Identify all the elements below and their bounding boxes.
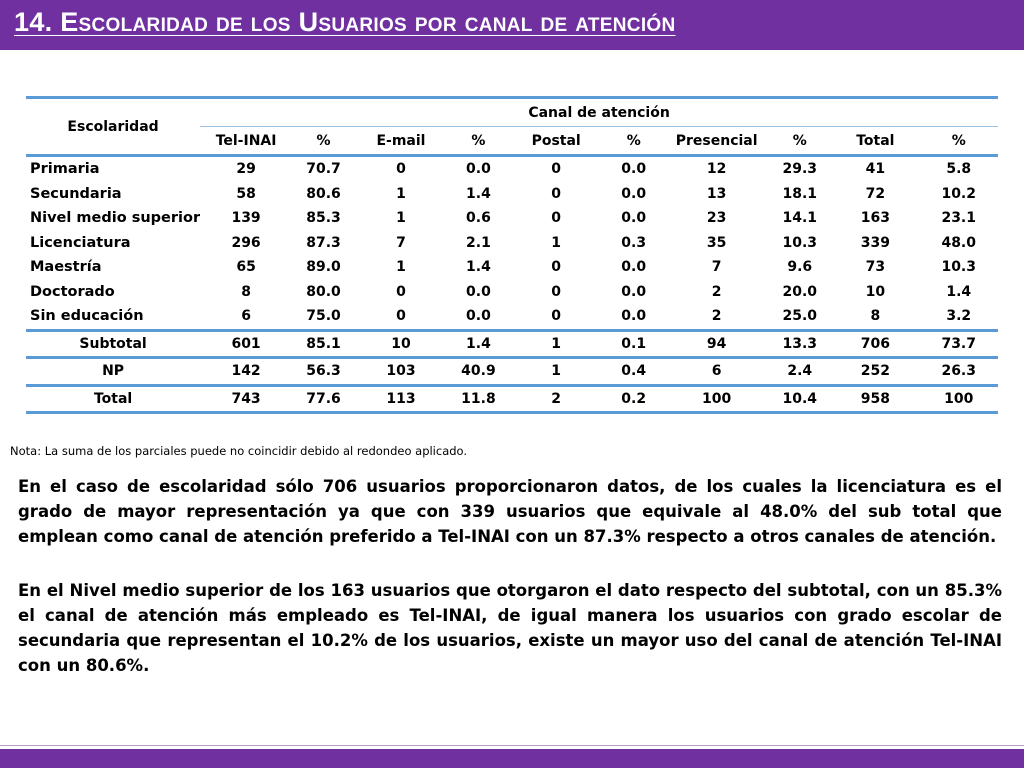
- row-label: Sin educación: [30, 308, 144, 325]
- table-cell: 2: [551, 390, 562, 407]
- table-cell: 0: [551, 161, 562, 178]
- table-cell: 0.6: [466, 210, 491, 227]
- table-cell: 0.0: [621, 259, 647, 276]
- table-cell: 20.0: [782, 283, 818, 300]
- column-header: %: [792, 132, 807, 149]
- table-cell: 48.0: [941, 234, 976, 251]
- table-cell: 1.4: [466, 335, 491, 352]
- table-cell: 29: [236, 161, 256, 178]
- column-header: Postal: [531, 132, 581, 149]
- column-header: %: [316, 132, 331, 149]
- row-header: Escolaridad: [67, 118, 159, 135]
- table-row: [26, 156, 998, 182]
- column-header: %: [471, 132, 486, 149]
- table-cell: 89.0: [306, 259, 341, 276]
- table-cell: 8: [870, 308, 881, 325]
- table-cell: 23.1: [941, 210, 976, 227]
- table-cell: 1: [551, 234, 562, 251]
- table-cell: 3.2: [946, 308, 972, 325]
- table-cell: 0.0: [621, 185, 647, 202]
- table-cell: 0.0: [621, 308, 647, 325]
- table-cell: 0.0: [466, 161, 491, 178]
- table-cell: 252: [860, 363, 890, 380]
- table-cell: 10.3: [941, 259, 976, 276]
- table-cell: 73.7: [941, 335, 976, 352]
- table-cell: 0.1: [621, 335, 647, 352]
- row-label: NP: [102, 363, 125, 380]
- table-row: [26, 182, 998, 207]
- table-cell: 2: [711, 283, 722, 300]
- table-cell: 0.0: [466, 308, 491, 325]
- table-cell: 85.1: [306, 335, 341, 352]
- table-cell: 70.7: [306, 161, 341, 178]
- column-header: E-mail: [376, 132, 426, 149]
- column-header: %: [951, 132, 966, 149]
- table-row: [26, 280, 998, 305]
- table-cell: 113: [386, 390, 416, 407]
- table-cell: 26.3: [941, 363, 976, 380]
- table-cell: 0.2: [621, 390, 647, 407]
- row-label: Total: [93, 390, 133, 407]
- footnote: Nota: La suma de los parciales puede no coincidir debido al redondeo aplicado.: [10, 444, 468, 458]
- table-cell: 18.1: [782, 185, 818, 202]
- row-label: Primaria: [30, 161, 100, 178]
- table-cell: 1: [551, 363, 562, 380]
- table-cell: 56.3: [306, 363, 341, 380]
- table-cell: 706: [860, 335, 890, 352]
- table-cell: 65: [236, 259, 256, 276]
- table-cell: 41: [865, 161, 886, 178]
- table-cell: 13.3: [782, 335, 818, 352]
- row-label: Nivel medio superior: [30, 210, 201, 227]
- table-cell: 13: [706, 185, 727, 202]
- paragraph-2: En el Nivel medio superior de los 163 usuarios que otorgaron el dato respecto del subtotal, con un 85.3% el canal de atención más empleado es Tel-INAI, de igual manera los usuarios con grado escolar de secundaria que representan el 10.2% de los usuarios, existe un mayor uso del canal de atención Tel-INAI con un 80.6%.: [18, 581, 1002, 675]
- table-cell: 11.8: [461, 390, 496, 407]
- table-cell: 25.0: [782, 308, 818, 325]
- footer-line: [0, 745, 1024, 746]
- group-header: Canal de atención: [200, 98, 998, 127]
- table-cell: 0.0: [621, 161, 647, 178]
- table-cell: 601: [231, 335, 261, 352]
- table-cell: 0: [396, 161, 406, 178]
- table-cell: 0.0: [621, 283, 647, 300]
- table-cell: 85.3: [306, 210, 341, 227]
- table-cell: 87.3: [306, 234, 341, 251]
- row-label: Subtotal: [79, 335, 147, 352]
- table-cell: 10: [391, 335, 411, 352]
- table-cell: 94: [706, 335, 727, 352]
- table-cell: 10.2: [941, 185, 976, 202]
- table-cell: 58: [236, 185, 256, 202]
- table-cell: 100: [702, 390, 732, 407]
- table-cell: 10.3: [782, 234, 818, 251]
- table-cell: 9.6: [787, 259, 813, 276]
- schooling-table: [26, 96, 998, 414]
- table-row: [26, 358, 998, 386]
- table-cell: 0: [551, 210, 562, 227]
- table-cell: 73: [865, 259, 886, 276]
- table-cell: 1.4: [946, 283, 972, 300]
- table-cell: 10: [865, 283, 886, 300]
- table-cell: 0: [551, 308, 562, 325]
- table-cell: 339: [860, 234, 890, 251]
- table-cell: 75.0: [306, 308, 341, 325]
- column-header: Total: [856, 132, 895, 149]
- table-cell: 0: [551, 185, 562, 202]
- table-cell: 0: [551, 283, 562, 300]
- table-cell: 139: [231, 210, 261, 227]
- table-cell: 12: [706, 161, 727, 178]
- row-label: Doctorado: [30, 283, 115, 300]
- header-row-group: [26, 98, 998, 127]
- table-cell: 142: [231, 363, 261, 380]
- column-header: %: [626, 132, 641, 149]
- table-cell: 1: [396, 210, 406, 227]
- table-row: [26, 385, 998, 413]
- title-bar: [0, 0, 1024, 50]
- table-cell: 35: [706, 234, 727, 251]
- column-header: Tel-INAI: [215, 132, 277, 149]
- table-cell: 1: [551, 335, 562, 352]
- table-cell: 80.6: [306, 185, 341, 202]
- table-cell: 958: [860, 390, 890, 407]
- table-cell: 0: [396, 283, 406, 300]
- table-cell: 14.1: [782, 210, 818, 227]
- paragraph-1: En el caso de escolaridad sólo 706 usuarios proporcionaron datos, de los cuales la licenciatura es el grado de mayor representación ya que con 339 usuarios que equivale al 48.0% del sub total que emplean como canal de atención preferido a Tel-INAI con un 87.3% respecto a otros canales de atención.: [18, 477, 1002, 546]
- table-cell: 2.1: [466, 234, 491, 251]
- table-cell: 6: [241, 308, 251, 325]
- slide-title: 14. Escolaridad de los Usuarios por canal de atención: [14, 7, 676, 37]
- row-label: Licenciatura: [30, 234, 131, 251]
- table-cell: 103: [386, 363, 416, 380]
- table-row: [26, 255, 998, 280]
- table-cell: 7: [711, 259, 722, 276]
- table-cell: 1: [396, 259, 406, 276]
- table-row: [26, 206, 998, 231]
- table-cell: 296: [231, 234, 261, 251]
- table-cell: 743: [231, 390, 261, 407]
- table-cell: 10.4: [782, 390, 818, 407]
- table-cell: 80.0: [306, 283, 341, 300]
- footer-bar: [0, 749, 1024, 768]
- table-cell: 7: [396, 234, 406, 251]
- table-cell: 2: [711, 308, 722, 325]
- table-cell: 5.8: [946, 161, 972, 178]
- table-cell: 23: [706, 210, 727, 227]
- table-cell: 8: [241, 283, 251, 300]
- table-cell: 163: [860, 210, 890, 227]
- table-cell: 2.4: [787, 363, 813, 380]
- table-cell: 77.6: [306, 390, 341, 407]
- table-cell: 1.4: [466, 185, 491, 202]
- table-row: [26, 330, 998, 358]
- table-cell: 0.4: [621, 363, 647, 380]
- table-cell: 29.3: [782, 161, 818, 178]
- table-row: [26, 231, 998, 256]
- table-cell: 0: [551, 259, 562, 276]
- table-cell: 72: [865, 185, 886, 202]
- table-cell: 0.3: [621, 234, 647, 251]
- table-row: [26, 304, 998, 330]
- table-cell: 100: [944, 390, 974, 407]
- table-cell: 1.4: [466, 259, 491, 276]
- row-label: Maestría: [30, 259, 102, 276]
- table-cell: 6: [711, 363, 722, 380]
- table-cell: 1: [396, 185, 406, 202]
- row-label: Secundaria: [30, 185, 122, 202]
- table-cell: 0: [396, 308, 406, 325]
- table-cell: 0.0: [466, 283, 491, 300]
- table-cell: 0.0: [621, 210, 647, 227]
- table-cell: 40.9: [461, 363, 496, 380]
- column-header: Presencial: [675, 132, 758, 149]
